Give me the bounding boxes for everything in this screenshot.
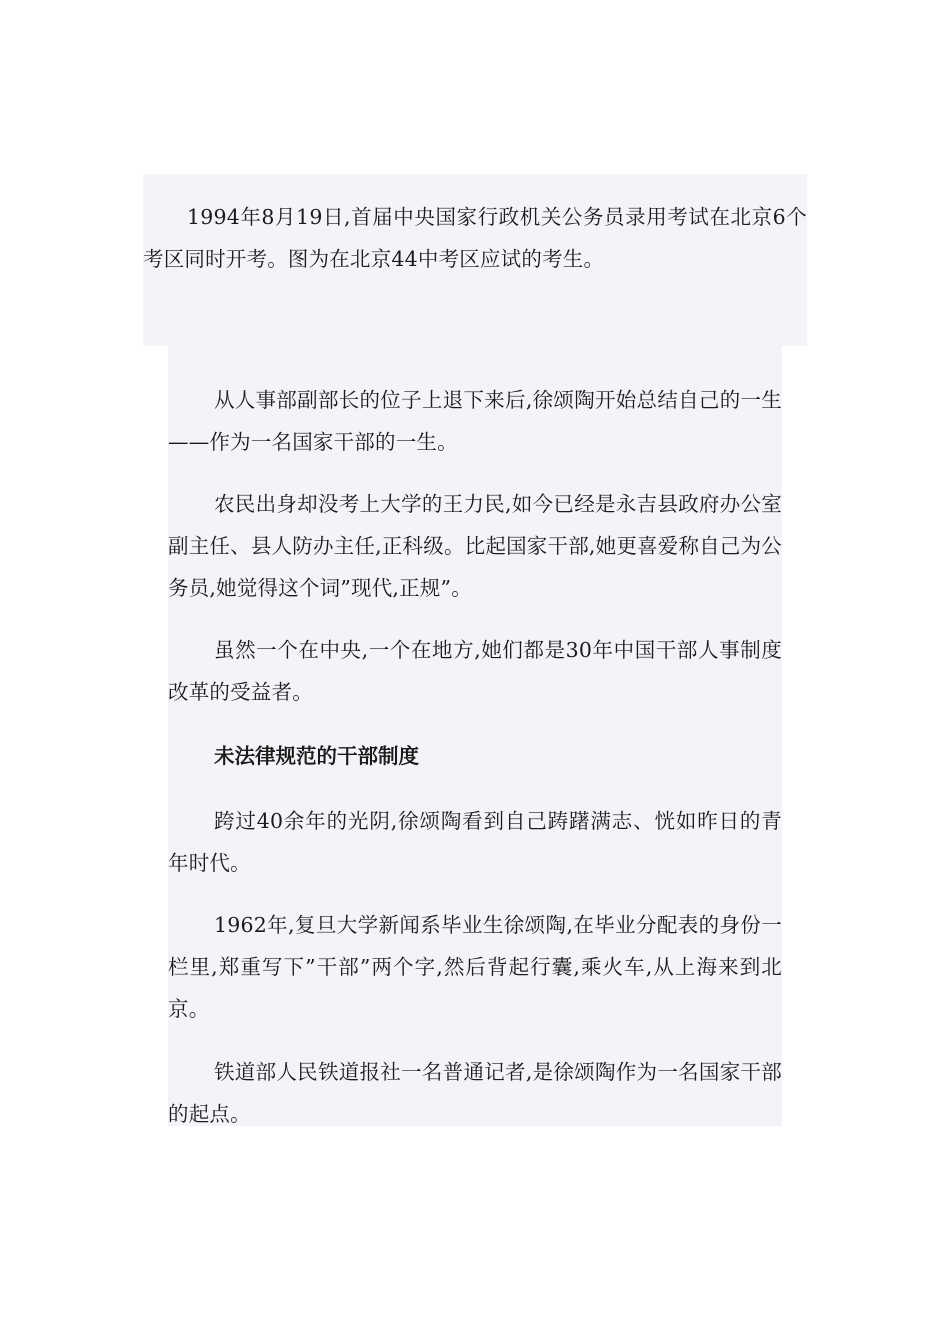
paragraph: 1962年,复旦大学新闻系毕业生徐颂陶,在毕业分配表的身份一栏里,郑重写下”干部”两个字,然后背起行囊,乘火车,从上海来到北京。 [168, 913, 782, 1021]
paragraph: 农民出身却没考上大学的王力民,如今已经是永吉县政府办公室副主任、县人防办主任,正科级。比起国家干部,她更喜爱称自己为公务员,她觉得这个词”现代,正规”。 [168, 492, 782, 600]
article-body [168, 346, 782, 1126]
photo-caption: 1994年8月19日,首届中央国家行政机关公务员录用考试在北京6个考区同时开考。图为在北京44中考区应试的考生。 [143, 205, 807, 271]
paragraph: 虽然一个在中央,一个在地方,她们都是30年中国干部人事制度改革的受益者。 [168, 638, 782, 704]
photo-caption-box [143, 174, 807, 346]
paragraph: 跨过40余年的光阴,徐颂陶看到自己踌躇满志、恍如昨日的青年时代。 [168, 809, 782, 875]
paragraph: 从人事部副部长的位子上退下来后,徐颂陶开始总结自己的一生——作为一名国家干部的一生。 [168, 388, 782, 454]
section-heading: 未法律规范的干部制度 [214, 744, 419, 768]
paragraph: 铁道部人民铁道报社一名普通记者,是徐颂陶作为一名国家干部的起点。 [168, 1060, 782, 1126]
